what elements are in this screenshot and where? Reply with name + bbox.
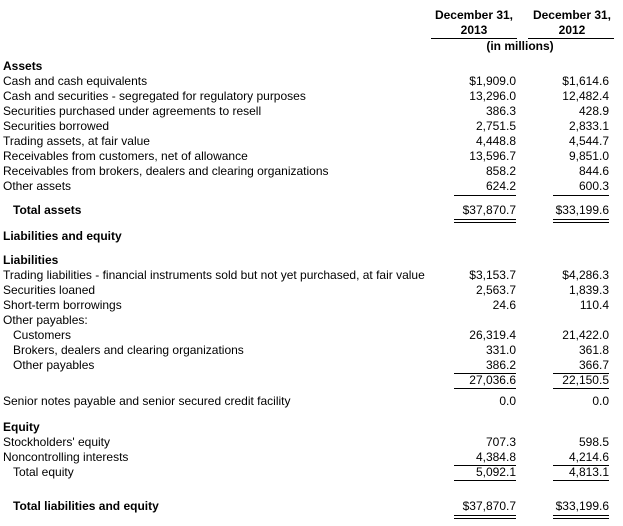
subtotal-rule: [454, 480, 516, 481]
value-2012: 21,422.0: [562, 328, 609, 342]
total-assets-2013: $37,870.7: [462, 203, 516, 217]
total-liabilities-and-equity-2012: $33,199.6: [555, 499, 609, 513]
column-header-2013-line1: December 31,: [434, 8, 514, 22]
double-rule: [553, 222, 609, 223]
value-2013: 2,751.5: [475, 119, 516, 133]
liabilities-and-equity-heading: Liabilities and equity: [3, 229, 122, 243]
value-2013: 386.2: [485, 358, 516, 372]
value-2012: 598.5: [578, 435, 609, 449]
value-2012: 366.7: [578, 358, 609, 372]
liabilities-heading: Liabilities: [3, 253, 59, 267]
subtotal-rule: [454, 195, 516, 196]
value-2012: 2,833.1: [568, 119, 609, 133]
value-2012: 4,544.7: [568, 134, 609, 148]
double-rule: [454, 219, 516, 220]
value-2012: 4,214.6: [568, 450, 609, 464]
value-2012: 844.6: [578, 164, 609, 178]
value-2013: 386.3: [485, 104, 516, 118]
row-label: Securities borrowed: [3, 119, 110, 133]
value-2012: 1,839.3: [568, 283, 609, 297]
value-2013: 2,563.7: [475, 283, 516, 297]
value-2013: 4,384.8: [475, 450, 516, 464]
double-rule: [454, 222, 516, 223]
total-assets-label: Total assets: [13, 203, 82, 217]
row-label: Receivables from customers, net of allowance: [3, 149, 248, 163]
double-rule: [454, 518, 516, 519]
value-2013: $1,909.0: [469, 74, 516, 88]
assets-heading: Assets: [3, 59, 43, 73]
double-rule: [454, 515, 516, 516]
value-2013: $3,153.7: [469, 268, 516, 282]
value-2013: 4,448.8: [475, 134, 516, 148]
total-equity-label: Total equity: [13, 465, 74, 479]
row-label: Stockholders' equity: [3, 435, 111, 449]
double-rule: [553, 518, 609, 519]
units-label: (in millions): [486, 39, 554, 53]
column-header-2012-line2: 2012: [558, 23, 586, 37]
row-label: Trading liabilities - financial instruments sold but not yet purchased, at fair value: [3, 268, 425, 282]
row-label: Securities loaned: [3, 283, 96, 297]
row-label: Cash and securities - segregated for regulatory purposes: [3, 89, 306, 103]
value-2012: 600.3: [578, 179, 609, 193]
other-payables-total-2012: 22,150.5: [562, 373, 609, 387]
row-label: Customers: [13, 328, 72, 342]
row-label: Other assets: [3, 179, 72, 193]
value-2013: 24.6: [492, 298, 516, 312]
value-2013: 707.3: [485, 435, 516, 449]
column-header-2013-line2: 2013: [460, 23, 488, 37]
value-2012: 428.9: [578, 104, 609, 118]
value-2012: 110.4: [579, 298, 609, 312]
row-label: Noncontrolling interests: [3, 450, 129, 464]
column-header-2012: [526, 8, 618, 38]
row-label: Securities purchased under agreements to resell: [3, 104, 262, 118]
value-2012: $1,614.6: [562, 74, 609, 88]
row-label: Other payables: [13, 358, 95, 372]
value-2012: 361.8: [578, 343, 609, 357]
row-label: Brokers, dealers and clearing organizations: [13, 343, 244, 357]
column-header-2013: [428, 8, 520, 38]
equity-heading: Equity: [3, 420, 40, 434]
value-2013: 624.2: [485, 179, 516, 193]
row-label: Trading assets, at fair value: [3, 134, 150, 148]
total-equity-2013: 5,092.1: [475, 465, 516, 479]
total-equity-2012: 4,813.1: [568, 465, 609, 479]
value-2012: 9,851.0: [568, 149, 609, 163]
total-liabilities-and-equity-label: Total liabilities and equity: [13, 499, 159, 513]
subtotal-rule: [553, 388, 609, 389]
value-2013: 13,296.0: [469, 89, 516, 103]
senior-notes-2012: 0.0: [592, 394, 609, 408]
other-payables-heading: Other payables:: [3, 313, 88, 327]
subtotal-rule: [553, 480, 609, 481]
subtotal-rule: [553, 195, 609, 196]
row-label: Cash and cash equivalents: [3, 74, 148, 88]
senior-notes-2013: 0.0: [499, 394, 516, 408]
value-2013: 858.2: [485, 164, 516, 178]
double-rule: [553, 515, 609, 516]
row-label: Receivables from brokers, dealers and clearing organizations: [3, 164, 329, 178]
senior-notes-label: Senior notes payable and senior secured credit facility: [3, 394, 291, 408]
other-payables-total-2013: 27,036.6: [469, 373, 516, 387]
double-rule: [553, 219, 609, 220]
total-assets-2012: $33,199.6: [555, 203, 609, 217]
value-2013: 13,596.7: [469, 149, 516, 163]
value-2013: 26,319.4: [469, 328, 516, 342]
subtotal-rule: [454, 388, 516, 389]
value-2012: $4,286.3: [562, 268, 609, 282]
value-2013: 331.0: [485, 343, 516, 357]
row-label: Short-term borrowings: [3, 298, 122, 312]
value-2012: 12,482.4: [562, 89, 609, 103]
total-liabilities-and-equity-2013: $37,870.7: [462, 499, 516, 513]
column-header-2012-line1: December 31,: [532, 8, 612, 22]
